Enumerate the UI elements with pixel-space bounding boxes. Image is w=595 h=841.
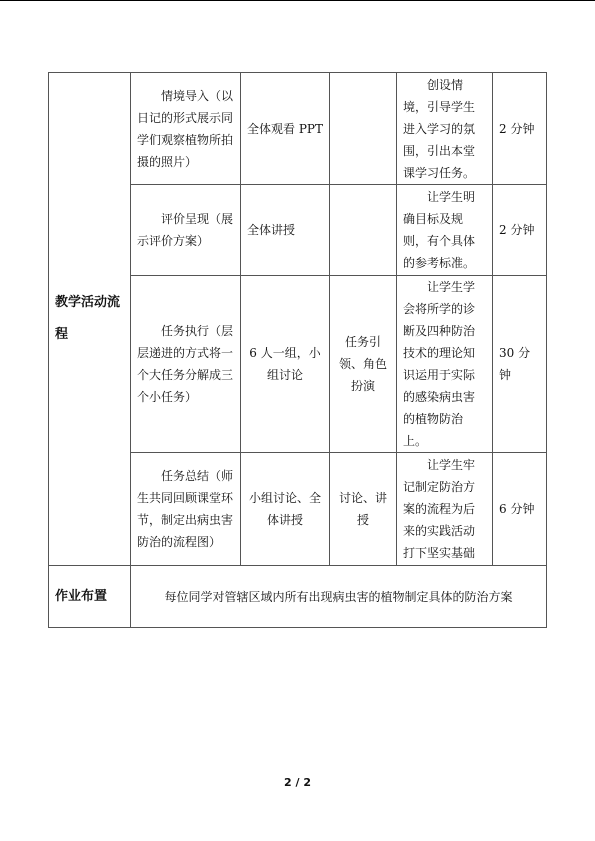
purpose-cell: 让学生牢记制定防治方案的流程为后来的实践活动打下坚实基础 bbox=[397, 453, 493, 566]
activity-cell: 评价呈现（展示评价方案） bbox=[131, 185, 241, 276]
section-label-homework: 作业布置 bbox=[49, 566, 131, 628]
teacher-cell: 小组讨论、全体讲授 bbox=[241, 453, 330, 566]
header-rule bbox=[0, 0, 595, 1]
page-number: 2 / 2 bbox=[284, 776, 311, 789]
student-cell bbox=[330, 73, 397, 185]
student-cell bbox=[330, 185, 397, 276]
activity-cell: 任务执行（层层递进的方式将一个大任务分解成三个小任务） bbox=[131, 276, 241, 453]
activity-cell: 任务总结（师生共同回顾课堂环节，制定出病虫害防治的流程图） bbox=[131, 453, 241, 566]
time-cell: 2 分钟 bbox=[493, 185, 547, 276]
section-label-activities: 教学活动流程 bbox=[49, 73, 131, 566]
teacher-cell: 6 人一组，小组讨论 bbox=[241, 276, 330, 453]
student-cell: 任务引领、角色扮演 bbox=[330, 276, 397, 453]
teacher-cell: 全体讲授 bbox=[241, 185, 330, 276]
time-cell: 2 分钟 bbox=[493, 73, 547, 185]
activity-cell: 情境导入（以日记的形式展示同学们观察植物所拍摄的照片） bbox=[131, 73, 241, 185]
purpose-cell: 让学生学会将所学的诊断及四种防治技术的理论知识运用于实际的感染病虫害的植物防治上。 bbox=[397, 276, 493, 453]
time-cell: 6 分钟 bbox=[493, 453, 547, 566]
table-row bbox=[49, 566, 547, 628]
table-row bbox=[49, 73, 547, 185]
purpose-cell: 让学生明确目标及规则，有个具体的参考标准。 bbox=[397, 185, 493, 276]
teacher-cell: 全体观看 PPT bbox=[241, 73, 330, 185]
homework-cell: 每位同学对管辖区域内所有出现病虫害的植物制定具体的防治方案 bbox=[131, 566, 547, 628]
student-cell: 讨论、讲授 bbox=[330, 453, 397, 566]
purpose-cell: 创设情境，引导学生进入学习的氛围，引出本堂课学习任务。 bbox=[397, 73, 493, 185]
lesson-plan-table bbox=[48, 72, 547, 628]
time-cell: 30 分钟 bbox=[493, 276, 547, 453]
